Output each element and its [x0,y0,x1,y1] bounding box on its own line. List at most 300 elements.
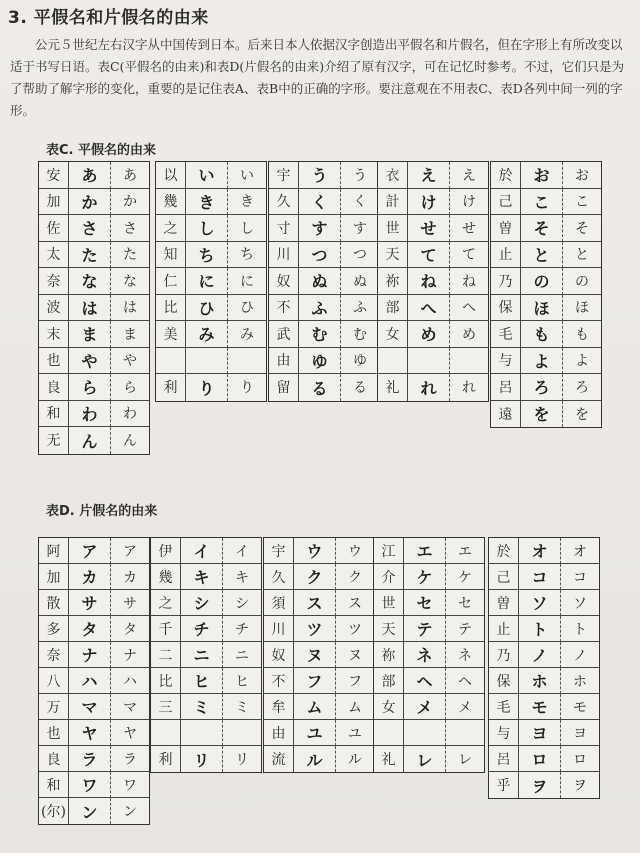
kanji-origin-cell [151,720,181,746]
kana-cell: ケ [446,564,484,590]
tableD-column-group-2 [150,537,262,773]
kana-cell: き [228,189,266,216]
cursive-form-cell: ふ [299,295,341,322]
kana-cell: リ [235,752,249,768]
kana-cell: の [563,268,601,295]
kanji-origin-cell: 利 [156,374,186,401]
kana-cell: せ [450,215,488,242]
kanji-origin-cell: 保 [491,295,521,322]
cursive-form-cell: タ [69,616,111,642]
kana-cell: ス [336,590,374,616]
cursive-form-cell: ミ [181,694,223,720]
cursive-form-cell: か [69,189,111,216]
kana-cell: ラ [111,746,149,772]
cursive-form-cell: ろ [521,374,563,401]
kana-cell: レ [458,752,472,768]
kanji-origin-cell: 呂 [491,374,521,401]
kana-cell: ん [123,433,137,450]
kanji-origin-cell: 乎 [489,772,519,798]
kanji-origin-cell: 呂 [489,746,519,772]
kanji-origin-cell: 江 [374,538,404,564]
cursive-form-cell: ヌ [294,642,336,668]
kanji-origin-cell: 幾 [151,564,181,590]
table-c-caption: 表C. 平假名的由来 [46,143,157,158]
kana-cell: な [111,268,149,295]
cursive-form-cell: き [186,189,228,216]
kana-cell: れ [462,380,476,397]
kana-cell: し [228,215,266,242]
cursive-form-cell: よ [521,348,563,375]
cursive-form-cell: ン [69,798,111,824]
kana-cell: セ [446,590,484,616]
tableC-column-group-2 [155,161,267,402]
kana-cell: に [228,268,266,295]
kana-cell: ル [348,752,362,768]
cursive-form-cell: の [521,268,563,295]
kanji-origin-cell: 川 [269,242,299,269]
kana-cell: は [111,295,149,322]
kana-cell: る [353,380,367,397]
kana-cell: ろ [563,374,601,401]
kanji-origin-cell: 毛 [491,321,521,348]
kana-cell: ち [228,242,266,269]
cursive-form-cell: お [521,162,563,189]
kanji-origin-cell: 三 [151,694,181,720]
kana-cell: ぬ [341,268,379,295]
cursive-form-cell: フ [294,668,336,694]
kanji-origin-cell: 伊 [151,538,181,564]
cursive-form-cell: イ [181,538,223,564]
kanji-origin-cell: 於 [491,162,521,189]
kanji-origin-cell: 安 [39,162,69,189]
cursive-form-cell: セ [404,590,446,616]
kana-cell: ソ [561,590,599,616]
cursive-form-cell: あ [69,162,111,189]
cursive-form-cell: エ [404,538,446,564]
kana-cell: あ [111,162,149,189]
cursive-form-cell: ハ [69,668,111,694]
cursive-form-cell: に [186,268,228,295]
kana-cell: つ [341,242,379,269]
kanji-origin-cell: 良 [39,746,69,772]
cursive-form-cell: は [69,295,111,322]
kanji-origin-cell: 奴 [269,268,299,295]
kanji-origin-cell: 女 [374,694,404,720]
kanji-origin-cell: 佐 [39,215,69,242]
kana-cell: め [450,321,488,348]
cursive-form-cell: ル [294,746,336,772]
kana-cell: け [450,189,488,216]
cursive-form-cell: す [299,215,341,242]
kanji-origin-cell: 多 [39,616,69,642]
kanji-origin-cell: 奈 [39,642,69,668]
kana-cell: ク [336,564,374,590]
kanji-origin-cell: 留 [269,374,299,401]
kana-cell: ハ [111,668,149,694]
cursive-form-cell: り [186,374,228,401]
cursive-form-cell: を [521,401,563,428]
kanji-origin-cell: 利 [151,746,181,772]
tableD-column-group-4 [373,537,485,773]
kana-cell: フ [336,668,374,694]
kana-cell: と [563,242,601,269]
tableD-column-group-1 [38,537,150,825]
kanji-origin-cell: 奈 [39,268,69,295]
kanji-origin-cell: 由 [264,720,294,746]
kana-cell: マ [111,694,149,720]
kanji-origin-cell: 乃 [489,642,519,668]
kanji-origin-cell: 八 [39,668,69,694]
cursive-form-cell: キ [181,564,223,590]
cursive-form-cell: ス [294,590,336,616]
kana-cell: ネ [446,642,484,668]
kanji-origin-cell: 千 [151,616,181,642]
kana-cell [228,348,266,375]
kanji-origin-cell: 武 [269,321,299,348]
cursive-form-cell: ネ [404,642,446,668]
kanji-origin-cell: 於 [489,538,519,564]
cursive-form-cell: ワ [69,772,111,798]
kana-cell: カ [111,564,149,590]
kana-cell [450,348,488,375]
kanji-origin-cell: 奴 [264,642,294,668]
kana-cell: こ [563,189,601,216]
kanji-origin-cell: 美 [156,321,186,348]
cursive-form-cell: ツ [294,616,336,642]
kanji-origin-cell: 波 [39,295,69,322]
cursive-form-cell: マ [69,694,111,720]
kanji-origin-cell: 之 [156,215,186,242]
kana-cell: タ [111,616,149,642]
kana-cell: ト [561,616,599,642]
kanji-origin-cell: 曽 [491,215,521,242]
kana-cell: ア [111,538,149,564]
kana-cell: ね [450,268,488,295]
cursive-form-cell: れ [408,374,450,401]
kanji-origin-cell: 介 [374,564,404,590]
kanji-origin-cell: 由 [269,348,299,375]
cursive-form-cell: や [69,348,111,375]
kanji-origin-cell: 与 [489,720,519,746]
kana-cell: ら [111,374,149,401]
kana-cell: ツ [336,616,374,642]
kanji-origin-cell: 世 [378,215,408,242]
kanji-origin-cell: 知 [156,242,186,269]
kana-cell: い [228,162,266,189]
kanji-origin-cell: 也 [39,348,69,375]
kana-cell: モ [561,694,599,720]
cursive-form-cell: つ [299,242,341,269]
cursive-form-cell: メ [404,694,446,720]
kanji-origin-cell: 部 [374,668,404,694]
kana-cell: ヒ [223,668,261,694]
kanji-origin-cell: 計 [378,189,408,216]
cursive-form-cell: ノ [519,642,561,668]
kanji-origin-cell: 毛 [489,694,519,720]
cursive-form-cell: ヒ [181,668,223,694]
kanji-origin-cell: 散 [39,590,69,616]
cursive-form-cell: と [521,242,563,269]
kanji-origin-cell: 牟 [264,694,294,720]
cursive-form-cell: ヘ [404,668,446,694]
kanji-origin-cell: 須 [264,590,294,616]
kana-cell: り [240,380,254,397]
cursive-form-cell: ん [69,427,111,454]
kana-cell: ま [111,321,149,348]
cursive-form-cell: し [186,215,228,242]
kana-cell: ほ [563,295,601,322]
cursive-form-cell: ソ [519,590,561,616]
kanji-origin-cell: 仁 [156,268,186,295]
cursive-form-cell: ゆ [299,348,341,375]
kana-cell: ヤ [111,720,149,746]
kanji-origin-cell [378,348,408,375]
kana-cell: オ [561,538,599,564]
cursive-form-cell: ク [294,564,336,590]
kana-cell: メ [446,694,484,720]
cursive-form-cell: ほ [521,295,563,322]
cursive-form-cell [181,720,223,746]
kanji-origin-cell: 不 [269,295,299,322]
cursive-form-cell: ホ [519,668,561,694]
kanji-origin-cell: 部 [378,295,408,322]
kana-cell: う [341,162,379,189]
kanji-origin-cell: 衣 [378,162,408,189]
cursive-form-cell: な [69,268,111,295]
kana-cell: ホ [561,668,599,694]
kana-cell: か [111,189,149,216]
kanji-origin-cell: 宇 [269,162,299,189]
kanji-origin-cell: 末 [39,321,69,348]
cursive-form-cell: ロ [519,746,561,772]
cursive-form-cell: テ [404,616,446,642]
kanji-origin-cell: 宇 [264,538,294,564]
cursive-form-cell: リ [181,746,223,772]
kana-cell: サ [111,590,149,616]
kana-cell: ワ [111,772,149,798]
cursive-form-cell: ひ [186,295,228,322]
tableC-column-group-4 [377,161,489,402]
kana-cell: ヲ [573,778,587,794]
cursive-form-cell: モ [519,694,561,720]
section-heading: 3. 平假名和片假名的由来 [8,8,209,28]
kana-cell: た [111,242,149,269]
kana-cell: お [563,162,601,189]
kana-cell: エ [446,538,484,564]
kanji-origin-cell: 之 [151,590,181,616]
cursive-form-cell: ナ [69,642,111,668]
kana-cell: よ [563,348,601,375]
cursive-form-cell: せ [408,215,450,242]
cursive-form-cell: た [69,242,111,269]
kanji-origin-cell: 阿 [39,538,69,564]
kana-cell: へ [450,295,488,322]
kana-cell: ニ [223,642,261,668]
cursive-form-cell: ヤ [69,720,111,746]
kanji-origin-cell: 加 [39,564,69,590]
cursive-form-cell: オ [519,538,561,564]
cursive-form-cell: チ [181,616,223,642]
kana-cell: コ [561,564,599,590]
kanji-origin-cell: 遠 [491,401,521,428]
kanji-origin-cell: 止 [491,242,521,269]
cursive-form-cell [408,348,450,375]
kanji-origin-cell: 祢 [378,268,408,295]
kanji-origin-cell: 乃 [491,268,521,295]
kana-cell: み [228,321,266,348]
kanji-origin-cell: 礼 [378,374,408,401]
kanji-origin-cell: 祢 [374,642,404,668]
kana-cell: ナ [111,642,149,668]
kanji-origin-cell: 和 [39,772,69,798]
cursive-form-cell: ね [408,268,450,295]
cursive-form-cell: ぬ [299,268,341,295]
cursive-form-cell: く [299,189,341,216]
cursive-form-cell: も [521,321,563,348]
kana-cell: ヌ [336,642,374,668]
kanji-origin-cell: 比 [156,295,186,322]
kanji-origin-cell: 不 [264,668,294,694]
tableC-column-group-5 [490,161,602,428]
cursive-form-cell: カ [69,564,111,590]
kana-cell [446,720,484,746]
kanji-origin-cell: 久 [264,564,294,590]
cursive-form-cell: ま [69,321,111,348]
kana-cell: ゆ [341,348,379,375]
kanji-origin-cell: 幾 [156,189,186,216]
kana-cell: ロ [561,746,599,772]
kana-cell: さ [111,215,149,242]
kana-cell: ふ [341,295,379,322]
cursive-form-cell: こ [521,189,563,216]
kana-cell: ミ [223,694,261,720]
cursive-form-cell: ム [294,694,336,720]
kanji-origin-cell: 天 [374,616,404,642]
kanji-origin-cell: 曽 [489,590,519,616]
tableC-column-group-3 [268,161,380,402]
kanji-origin-cell: 女 [378,321,408,348]
kanji-origin-cell [156,348,186,375]
table-d-caption: 表D. 片假名的由来 [46,504,158,519]
cursive-form-cell [404,720,446,746]
cursive-form-cell: ち [186,242,228,269]
kana-cell: イ [223,538,261,564]
kanji-origin-cell: 比 [151,668,181,694]
kana-cell: そ [563,215,601,242]
kana-cell: え [450,162,488,189]
cursive-form-cell: ニ [181,642,223,668]
cursive-form-cell: う [299,162,341,189]
kanji-origin-cell [374,720,404,746]
kana-cell [223,720,261,746]
kana-cell: チ [223,616,261,642]
kana-cell: テ [446,616,484,642]
cursive-form-cell: そ [521,215,563,242]
kana-cell: む [341,321,379,348]
kanji-origin-cell: 久 [269,189,299,216]
cursive-form-cell: へ [408,295,450,322]
cursive-form-cell: み [186,321,228,348]
kana-cell: ひ [228,295,266,322]
cursive-form-cell: る [299,374,341,401]
kana-cell: す [341,215,379,242]
cursive-form-cell: え [408,162,450,189]
kana-cell: を [575,406,589,423]
cursive-form-cell: ら [69,374,111,401]
kanji-origin-cell: 川 [264,616,294,642]
cursive-form-cell: ラ [69,746,111,772]
kanji-origin-cell: 良 [39,374,69,401]
kana-cell: ウ [336,538,374,564]
tableC-column-group-1 [38,161,150,455]
cursive-form-cell: シ [181,590,223,616]
cursive-form-cell: て [408,242,450,269]
cursive-form-cell: さ [69,215,111,242]
kanji-origin-cell: 无 [39,427,69,454]
cursive-form-cell: ユ [294,720,336,746]
kanji-origin-cell: 二 [151,642,181,668]
cursive-form-cell: サ [69,590,111,616]
kana-cell: ム [336,694,374,720]
cursive-form-cell: め [408,321,450,348]
kanji-origin-cell: (尔) [39,798,69,824]
cursive-form-cell: ア [69,538,111,564]
cursive-form-cell: け [408,189,450,216]
kana-cell: も [563,321,601,348]
kanji-origin-cell: 己 [489,564,519,590]
kanji-origin-cell: 与 [491,348,521,375]
cursive-form-cell: わ [69,401,111,428]
kana-cell: シ [223,590,261,616]
kana-cell: キ [223,564,261,590]
cursive-form-cell: ケ [404,564,446,590]
kanji-origin-cell: 礼 [374,746,404,772]
kanji-origin-cell: 以 [156,162,186,189]
cursive-form-cell: コ [519,564,561,590]
kanji-origin-cell: 保 [489,668,519,694]
cursive-form-cell: ウ [294,538,336,564]
cursive-form-cell: む [299,321,341,348]
intro-paragraph: 公元５世纪左右汉字从中国传到日本。后来日本人依据汉字创造出平假名和片假名，但在字形上有所改变以适于书写日语。表C(平假名的由来)和表D(片假名的由来)介绍了原有汉字，可在记忆时参考。不过，它们只是为了帮助了解字形的变化，重要的是记住表A、表B中的正确的字形。要注意观在不用表C、表D各列中间一列的字形。 [10,37,625,118]
kana-cell: ユ [336,720,374,746]
kanji-origin-cell: 和 [39,401,69,428]
kanji-origin-cell: 止 [489,616,519,642]
cursive-form-cell: ヲ [519,772,561,798]
kana-cell: ノ [561,642,599,668]
kana-cell: ン [123,804,137,820]
tableD-column-group-3 [263,537,375,773]
kanji-origin-cell: 也 [39,720,69,746]
kana-cell: や [111,348,149,375]
cursive-form-cell: ヨ [519,720,561,746]
kanji-origin-cell: 太 [39,242,69,269]
kana-cell: ヨ [561,720,599,746]
kanji-origin-cell: 己 [491,189,521,216]
cursive-form-cell: い [186,162,228,189]
kanji-origin-cell: 流 [264,746,294,772]
kanji-origin-cell: 加 [39,189,69,216]
kana-cell: て [450,242,488,269]
kanji-origin-cell: 世 [374,590,404,616]
cursive-form-cell: ト [519,616,561,642]
kanji-origin-cell: 天 [378,242,408,269]
kanji-origin-cell: 万 [39,694,69,720]
cursive-form-cell: レ [404,746,446,772]
kana-cell: く [341,189,379,216]
tableD-column-group-5 [488,537,600,799]
kana-cell: わ [111,401,149,428]
kanji-origin-cell: 寸 [269,215,299,242]
